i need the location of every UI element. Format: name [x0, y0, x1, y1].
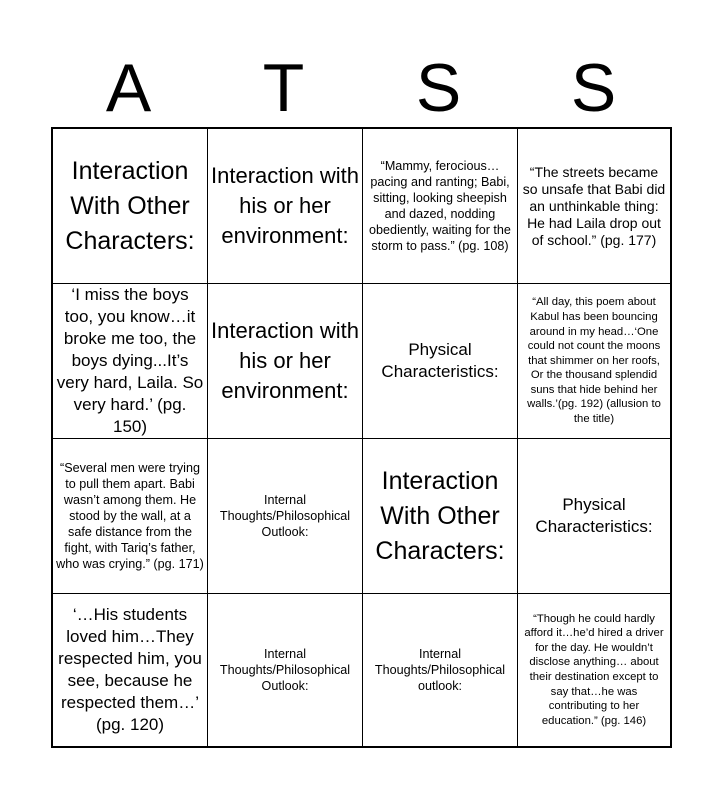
cell-text: “Though he could hardly afford it…he’d hired a driver for the day. He wouldn’t disclose anything… about their destination except to say that…he was contributing to her education.” (pg. 146) [524, 612, 664, 727]
cell-text: Internal Thoughts/Philosophical outlook: [374, 647, 506, 693]
bingo-cell-r2-c2 [208, 284, 363, 439]
header-letter-s: S [415, 50, 462, 126]
bingo-cell-r4-c4 [518, 594, 670, 746]
bingo-cell-r1-c2 [208, 129, 363, 284]
cell-text: “Several men were trying to pull them apart. Babi wasn’t among them. He stood by the wall, at a safe distance from the fight, with Tariq’s father, who was crying.” (pg. 171) [56, 461, 204, 571]
cell-text: ‘I miss the boys too, you know…it broke me too, the boys dying...It’s very hard, Laila. So very hard.’ (pg. 150) [56, 285, 204, 436]
bingo-cell-r3-c4 [518, 439, 670, 594]
bingo-cell-r3-c3 [363, 439, 518, 594]
bingo-cell-r4-c3 [363, 594, 518, 746]
bingo-cell-r1-c4 [518, 129, 670, 284]
bingo-cell-r2-c1 [53, 284, 208, 439]
header-letter-a: A [105, 50, 152, 126]
cell-text: “The streets became so unsafe that Babi did an unthinkable thing: He had Laila drop out of school.” (pg. 177) [522, 163, 666, 248]
header-letter-t: T [262, 50, 305, 126]
cell-text: Internal Thoughts/Philosophical Outlook: [219, 647, 351, 693]
cell-text: Interaction with his or her environment: [211, 163, 359, 248]
cell-text: Physical Characteristics: [535, 495, 653, 536]
bingo-cell-r1-c3 [363, 129, 518, 284]
cell-text: Interaction with his or her environment: [211, 318, 359, 403]
bingo-cell-r2-c3 [363, 284, 518, 439]
bingo-cell-r4-c2 [208, 594, 363, 746]
bingo-cell-r3-c1 [53, 439, 208, 594]
bingo-board [51, 127, 672, 748]
bingo-cell-r4-c1 [53, 594, 208, 746]
header-letter-s-2: S [570, 50, 617, 126]
cell-text: “Mammy, ferocious… pacing and ranting; Babi, sitting, looking sheepish and dazed, nodding obediently, waiting for the storm to pass.” (pg. 108) [369, 159, 511, 253]
bingo-header [51, 52, 671, 124]
cell-text: Physical Characteristics: [381, 340, 499, 381]
cell-text: ‘…His students loved him…They respected him, you see, because he respected them…’ (pg. 120) [58, 605, 202, 734]
bingo-cell-r2-c4 [518, 284, 670, 439]
cell-text: “All day, this poem about Kabul has been bouncing around in my head…‘One could not count the moons that shimmer on her roofs, Or the thousand splendid suns that hide behind her walls.’(pg. 192) (allusion to the title) [527, 296, 661, 426]
cell-text: Interaction With Other Characters: [65, 156, 195, 255]
bingo-cell-r1-c1 [53, 129, 208, 284]
cell-text: Internal Thoughts/Philosophical Outlook: [219, 493, 351, 539]
cell-text: Interaction With Other Characters: [375, 466, 505, 565]
bingo-cell-r3-c2 [208, 439, 363, 594]
